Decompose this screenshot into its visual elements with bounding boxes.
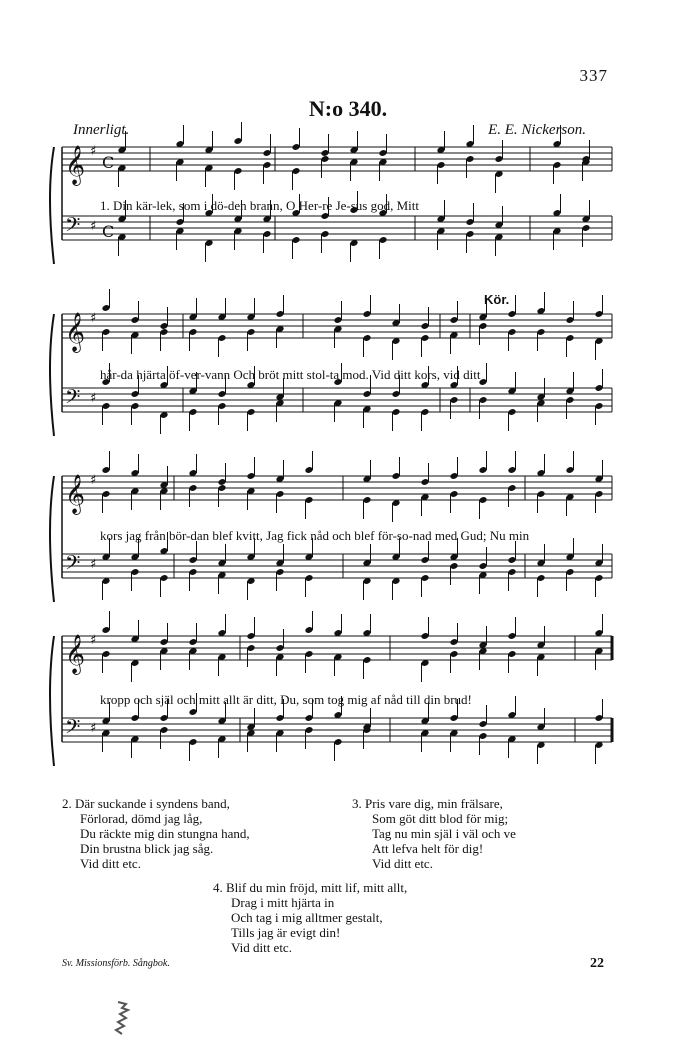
key-signature-sharp-icon: ♯ <box>90 721 97 736</box>
chorus-label: Kör. <box>484 292 510 307</box>
key-signature-sharp-icon: ♯ <box>90 144 97 159</box>
bass-clef-icon: 𝄢 <box>65 715 81 743</box>
hymn-number: N:o 340. <box>308 96 388 121</box>
lyric-line: 1. Din kär-lek, som i dö-den brann, O Her-re Je-sus god, Mitt <box>100 198 419 213</box>
lyric-line: kors jag från bör-dan blef kvitt, Jag fick nåd och blef för-so-nad med Gud; Nu min <box>100 528 530 543</box>
verse-line: Vid ditt etc. <box>372 856 433 871</box>
bass-clef-icon: 𝄢 <box>65 213 81 241</box>
lyric-line: hår-da hjärta öf-ver-vann Och bröt mitt stol-ta mod. Vid ditt kors, vid ditt <box>100 367 481 382</box>
system-brace <box>50 476 54 602</box>
system-brace <box>50 636 54 766</box>
verse-line: Och tag i mig alltmer gestalt, <box>231 910 383 925</box>
verse-line: Du räckte mig din stungna hand, <box>80 826 250 841</box>
key-signature-sharp-icon: ♯ <box>90 633 97 648</box>
system-brace <box>50 147 54 264</box>
page-number: 337 <box>579 66 608 85</box>
verse-line: Vid ditt etc. <box>231 940 292 955</box>
footer-signature: 22 <box>590 956 604 971</box>
verse-line: 2. Där suckande i syndens band, <box>62 796 230 811</box>
verse-3 <box>352 796 516 871</box>
system-brace <box>50 314 54 436</box>
verse-line: Som göt ditt blod för mig; <box>372 811 509 826</box>
verse-2 <box>62 796 250 871</box>
verse-line: Vid ditt etc. <box>80 856 141 871</box>
ink-smudge <box>112 1000 134 1036</box>
tempo-marking: Innerligt. <box>73 122 130 138</box>
common-time-icon: C <box>102 222 115 241</box>
verse-line: Att lefva helt för dig! <box>372 841 484 856</box>
treble-clef-icon: 𝄞 <box>65 634 86 674</box>
verse-line: Tills jag är evigt din! <box>231 925 341 940</box>
verse-line: Förlorad, dömd jag låg, <box>80 811 203 826</box>
treble-clef-icon: 𝄞 <box>65 474 86 514</box>
treble-clef-icon: 𝄞 <box>65 312 86 352</box>
bass-clef-icon: 𝄢 <box>65 385 81 413</box>
verse-line: Din brustna blick jag såg. <box>80 841 214 856</box>
key-signature-sharp-icon: ♯ <box>90 311 97 326</box>
key-signature-sharp-icon: ♯ <box>90 391 97 406</box>
verse-4 <box>213 880 407 955</box>
key-signature-sharp-icon: ♯ <box>90 473 97 488</box>
key-signature-sharp-icon: ♯ <box>90 219 97 234</box>
lyric-line: kropp och själ och mitt allt är ditt, Du, som tog mig af nåd till din brud! <box>100 692 472 707</box>
composer: E. E. Nickerson. <box>488 122 586 138</box>
verse-line: 4. Blif du min fröjd, mitt lif, mitt allt, <box>213 880 408 895</box>
common-time-icon: C <box>102 153 115 172</box>
key-signature-sharp-icon: ♯ <box>90 557 97 572</box>
verse-line: Drag i mitt hjärta in <box>231 895 335 910</box>
bass-clef-icon: 𝄢 <box>65 551 81 579</box>
footer-book-title: Sv. Missionsförb. Sångbok. <box>62 958 170 969</box>
treble-clef-icon: 𝄞 <box>65 145 86 185</box>
verse-line: 3. Pris vare dig, min frälsare, <box>352 796 503 811</box>
verse-line: Tag nu min själ i väl och ve <box>372 826 516 841</box>
